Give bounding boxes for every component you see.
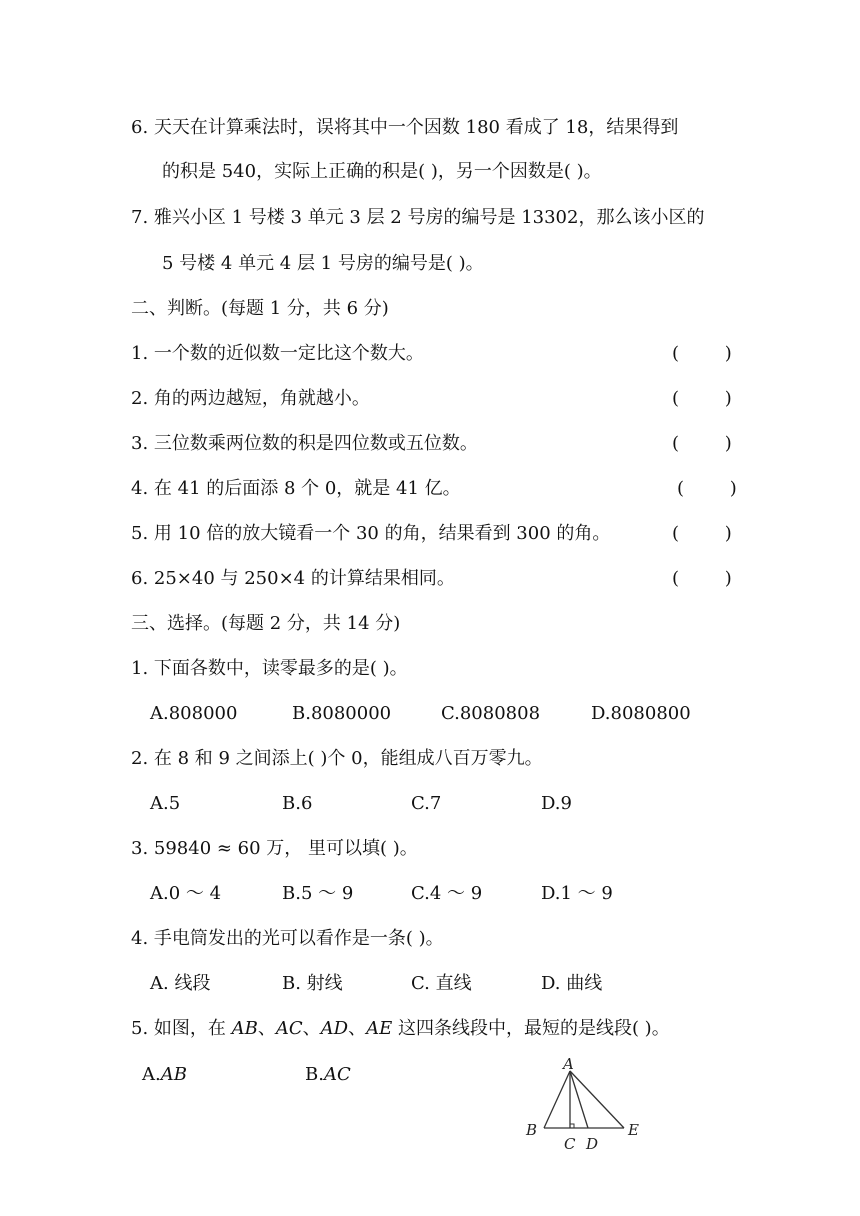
q2-option-c[interactable]: C.7 <box>411 793 442 814</box>
q4-option-c[interactable]: C. 直线 <box>411 973 472 994</box>
segment-ae-line <box>570 1071 624 1128</box>
point-b-label: B <box>526 1121 538 1139</box>
answer-bracket-6[interactable]: ( ) <box>672 568 732 589</box>
segment-ad-line <box>570 1071 588 1128</box>
q4-option-d[interactable]: D. 曲线 <box>541 973 603 994</box>
q5-sep: 、 <box>348 1018 367 1039</box>
q3-option-b[interactable]: B.5 ～ 9 <box>282 883 354 904</box>
q5-option-b[interactable] <box>305 1063 351 1087</box>
segment-ab-line <box>544 1071 570 1128</box>
point-c-label: C <box>564 1135 576 1153</box>
point-e-label: E <box>628 1121 639 1139</box>
q1-option-d[interactable]: D.8080800 <box>591 703 691 724</box>
q4-option-a[interactable]: A. 线段 <box>150 973 211 994</box>
choice-q5 <box>131 1017 670 1041</box>
answer-bracket-4[interactable]: ( ) <box>677 478 737 499</box>
judge-heading: 二、判断。(每题 1 分，共 6 分) <box>131 298 389 319</box>
q5-option-a[interactable] <box>142 1063 187 1087</box>
answer-bracket-3[interactable]: ( ) <box>672 433 732 454</box>
q3-option-c[interactable]: C.4 ～ 9 <box>411 883 483 904</box>
q5-sep: 、 <box>257 1018 276 1039</box>
segment-ab: AB <box>231 1018 258 1039</box>
triangle-figure <box>520 1055 650 1155</box>
answer-bracket-2[interactable]: ( ) <box>672 388 732 409</box>
q6-line2: 的积是 540，实际上正确的积是( )，另一个因数是( )。 <box>162 161 602 182</box>
q5-text-pre: 5. 如图，在 <box>131 1018 232 1039</box>
judge-item-3: 3. 三位数乘两位数的积是四位数或五位数。 <box>131 433 478 454</box>
choice-q4: 4. 手电筒发出的光可以看作是一条( )。 <box>131 928 444 949</box>
option-prefix: B. <box>305 1064 324 1085</box>
judge-item-4: 4. 在 41 的后面添 8 个 0，就是 41 亿。 <box>131 478 461 499</box>
q3-option-a[interactable]: A.0 ～ 4 <box>150 883 222 904</box>
choice-q3: 3. 59840 ≈ 60 万， 里可以填( )。 <box>131 838 418 859</box>
answer-bracket-5[interactable]: ( ) <box>672 523 732 544</box>
q3-option-d[interactable]: D.1 ～ 9 <box>541 883 613 904</box>
judge-item-2: 2. 角的两边越短，角就越小。 <box>131 388 370 409</box>
q2-option-b[interactable]: B.6 <box>282 793 313 814</box>
choice-heading: 三、选择。(每题 2 分，共 14 分) <box>131 613 401 634</box>
judge-item-1: 1. 一个数的近似数一定比这个数大。 <box>131 343 424 364</box>
point-d-label: D <box>586 1135 599 1153</box>
q1-option-c[interactable]: C.8080808 <box>441 703 541 724</box>
q7-line1: 7. 雅兴小区 1 号楼 3 单元 3 层 2 号房的编号是 13302，那么该小区的 <box>131 207 705 228</box>
point-a-label: A <box>563 1055 574 1073</box>
q2-option-d[interactable]: D.9 <box>541 793 572 814</box>
q4-option-b[interactable]: B. 射线 <box>282 973 343 994</box>
q5-sep: 、 <box>302 1018 321 1039</box>
option-prefix: A. <box>142 1064 161 1085</box>
q1-option-b[interactable]: B.8080000 <box>292 703 392 724</box>
q5-text-post: 这四条线段中，最短的是线段( )。 <box>392 1018 670 1039</box>
q1-option-a[interactable]: A.808000 <box>150 703 238 724</box>
answer-bracket-1[interactable]: ( ) <box>672 343 732 364</box>
q7-line2: 5 号楼 4 单元 4 层 1 号房的编号是( )。 <box>162 253 484 274</box>
option-value: AB <box>160 1064 187 1085</box>
choice-q1: 1. 下面各数中，读零最多的是( )。 <box>131 658 408 679</box>
segment-ac: AC <box>275 1018 303 1039</box>
judge-item-6: 6. 25×40 与 250×4 的计算结果相同。 <box>131 568 455 589</box>
q2-option-a[interactable]: A.5 <box>150 793 181 814</box>
option-value: AC <box>323 1064 351 1085</box>
choice-q2: 2. 在 8 和 9 之间添上( )个 0，能组成八百万零九。 <box>131 748 543 769</box>
judge-item-5: 5. 用 10 倍的放大镜看一个 30 的角，结果看到 300 的角。 <box>131 523 611 544</box>
segment-ae: AE <box>366 1018 393 1039</box>
segment-ad: AD <box>320 1018 349 1039</box>
q6-line1: 6. 天天在计算乘法时，误将其中一个因数 180 看成了 18，结果得到 <box>131 117 679 138</box>
